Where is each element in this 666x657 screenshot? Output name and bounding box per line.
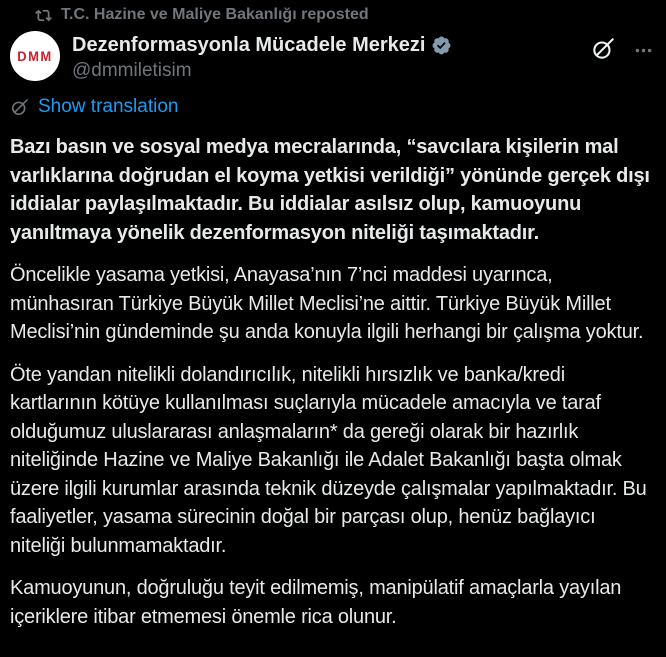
verified-badge-icon bbox=[431, 35, 452, 56]
grok-button[interactable] bbox=[590, 36, 616, 62]
tweet-paragraph-4: Kamuoyunun, doğruluğu teyit edilmemiş, manipülatif amaçlarla yayılan içeriklere itibar etmemesi önemle rica olunur. bbox=[10, 577, 622, 628]
repost-icon bbox=[35, 7, 52, 24]
tweet-paragraph-1: Bazı basın ve sosyal medya mecralarında, “savcılara kişilerin mal varlıklarına doğrudan el koyma yetkisi verildiği” yönünde gerçek dışı iddialar paylaşılmaktadır. Bu iddialar asılsız olup, kamuoyunu yanıltmaya yönelik dezenformasyon niteliği taşımaktadır. bbox=[10, 136, 650, 244]
more-button[interactable] bbox=[633, 40, 654, 61]
more-icon bbox=[633, 40, 654, 61]
repost-banner-text: T.C. Hazine ve Maliye Bakanlığı reposted bbox=[61, 6, 369, 23]
author-identity bbox=[72, 31, 590, 82]
grok-translate-icon bbox=[10, 98, 29, 117]
tweet-paragraph-2: Öncelikle yasama yetkisi, Anayasa’nın 7’nci maddesi uyarınca, münhasıran Türkiye Büyük Millet Meclisi’ne aittir. Türkiye Büyük Millet Meclisi’nin gündeminde şu anda konuyla ilgili herhangi bir çalışma yoktur. bbox=[10, 264, 644, 343]
show-translation-button[interactable] bbox=[10, 96, 654, 118]
repost-banner[interactable] bbox=[10, 5, 654, 25]
avatar[interactable] bbox=[10, 31, 60, 81]
author-name-row[interactable] bbox=[72, 33, 590, 57]
author-name: Dezenformasyonla Mücadele Merkezi bbox=[72, 34, 426, 56]
show-translation-label: Show translation bbox=[38, 96, 179, 117]
post-header bbox=[10, 31, 654, 82]
tweet-paragraph-3: Öte yandan nitelikli dolandırıcılık, nitelikli hırsızlık ve banka/kredi kartlarının kötüye kullanılması suçlarıyla mücadele amacıyla ve taraf olduğumuz uluslararası anlaşmaların* da gereği olarak bir hazırlık niteliğinde Hazine ve Maliye Bakanlığı ile Adalet Bakanlığı başta olmak üzere ilgili kurumlar arasında teknik düzeyde çalışmalar yapılmaktadır. Bu faaliyetler, yasama sürecinin doğal bir parçası olup, henüz bağlayıcı niteliği bulunmamaktadır. bbox=[10, 363, 647, 557]
grok-icon bbox=[590, 36, 616, 62]
tweet-text bbox=[10, 133, 654, 631]
header-actions bbox=[590, 31, 654, 82]
author-handle[interactable]: @dmmiletisim bbox=[72, 60, 192, 81]
avatar-monogram: DMM bbox=[17, 48, 53, 64]
